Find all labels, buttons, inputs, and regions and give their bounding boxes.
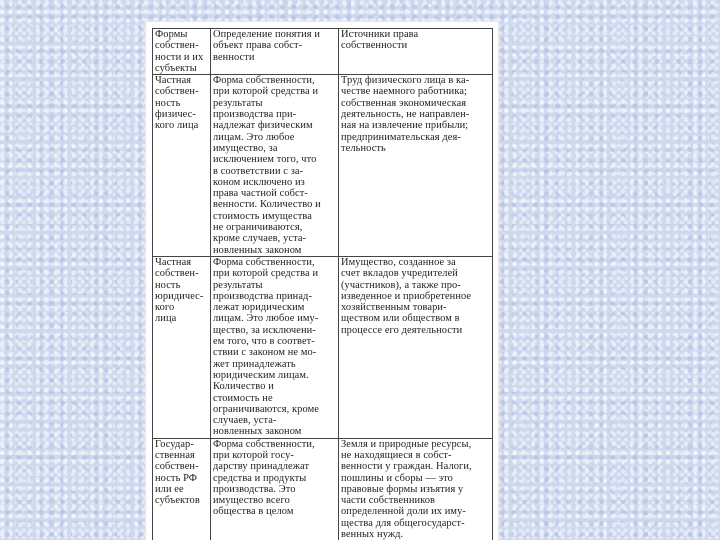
cell-form: Частная собствен- ность юридичес- кого лица bbox=[153, 256, 211, 438]
table-row bbox=[153, 256, 493, 438]
header-cell-sources: Источники права собственности bbox=[339, 29, 493, 75]
cell-sources: Земля и природные ресурсы, не находящиеся в собст- венности у граждан. Налоги, пошлины и сборы — это правовые формы изъятия у части собственников определенной доли их иму- щества для общегосударст- венных нужд. bbox=[339, 438, 493, 540]
header-cell-forms: Формы собствен- ности и их субъекты bbox=[153, 29, 211, 75]
cell-sources: Имущество, созданное за счет вкладов учредителей (участников), а также про- изведенное и приобретенное хозяйственным товари- ществом или обществом в процессе его деятельности bbox=[339, 256, 493, 438]
table-header-row bbox=[153, 29, 493, 75]
table-row bbox=[153, 438, 493, 540]
cell-form: Частная собствен- ность физичес- кого лица bbox=[153, 75, 211, 257]
cell-form: Государ- ственная собствен- ность РФ или ее субъектов bbox=[153, 438, 211, 540]
cell-definition: Форма собственности, при которой госу- дарству принадлежат средства и продукты производства. Это имущество всего общества в целом bbox=[211, 438, 339, 540]
cell-definition: Форма собственности, при которой средства и результаты производства при- надлежат физическим лицам. Это любое имущество, за исключением того, что в соответствии с за- коном исключено из права частной собст- венности. Количество и стоимость имущества не ограничиваются, кроме случаев, уста- новленных законом bbox=[211, 75, 339, 257]
scanned-document-page bbox=[146, 22, 498, 540]
cell-definition: Форма собственности, при которой средства и результаты производства принад- лежат юридическим лицам. Это любое иму- щество, за исключени- ем того, что в соответ- ствии с законом не мо- жет принадлежать юридическим лицам. Количество и стоимость не ограничиваются, кроме случаев, уста- новленных законом bbox=[211, 256, 339, 438]
table-row bbox=[153, 75, 493, 257]
header-cell-definition: Определение понятия и объект права собст- венности bbox=[211, 29, 339, 75]
property-forms-table bbox=[152, 28, 493, 540]
cell-sources: Труд физического лица в ка- честве наемного работника; собственная экономическая деятельность, не направлен- ная на извлечение прибыли; предпринимательская дея- тельность bbox=[339, 75, 493, 257]
